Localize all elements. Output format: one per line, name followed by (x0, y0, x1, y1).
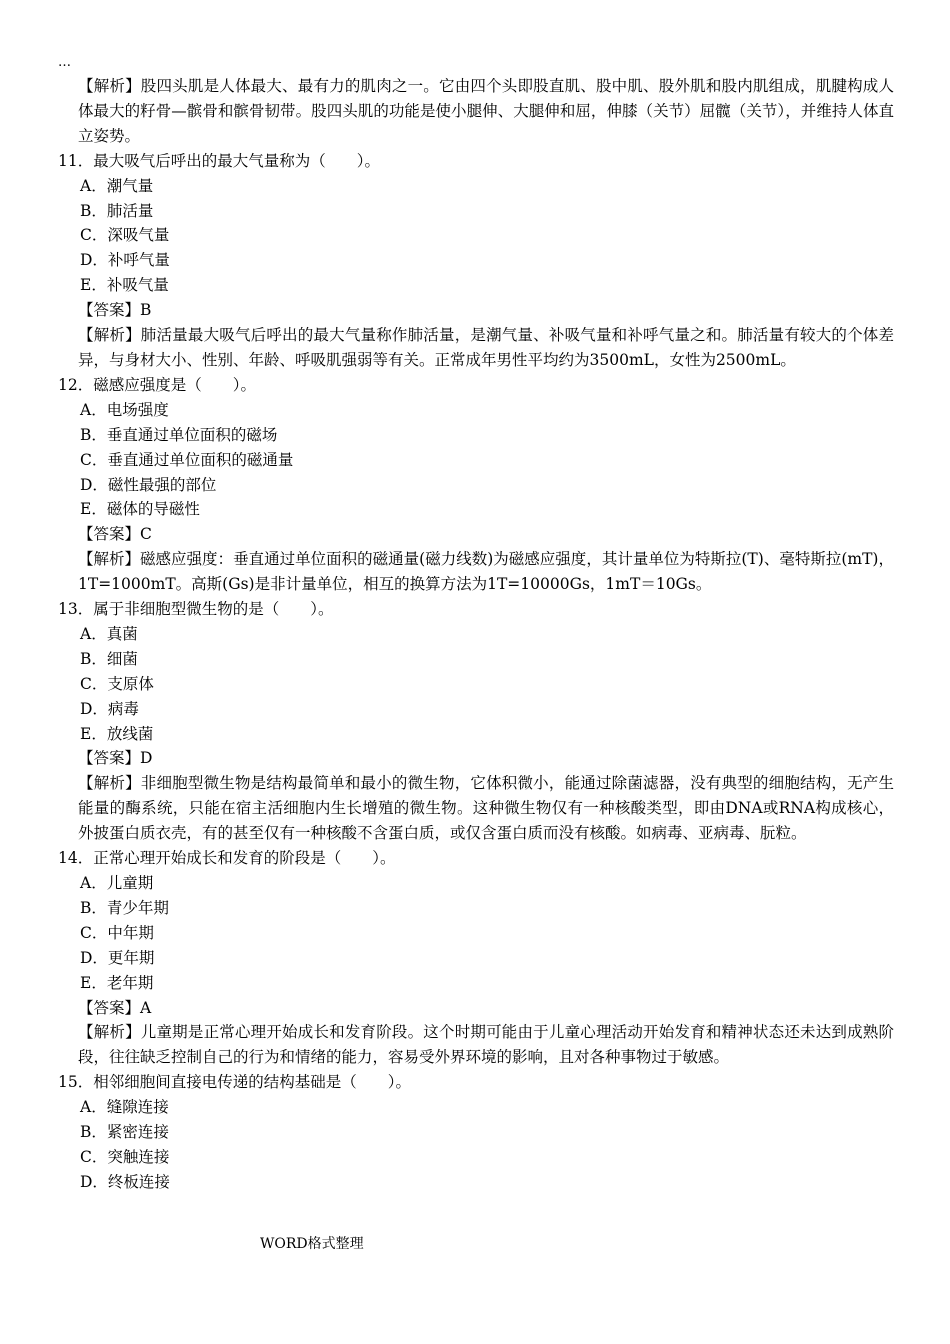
page-footer: WORD格式整理 (260, 1236, 364, 1252)
analysis: 【解析】儿童期是正常心理开始成长和发育阶段。这个时期可能由于儿童心理活动开始发育和精神状态还未达到成熟阶段，往往缺乏控制自己的行为和情绪的能力，容易受外界环境的影响，且对各种事物过于敏感。 (78, 1023, 894, 1067)
option: A．缝隙连接 (80, 1098, 169, 1117)
analysis: 【解析】非细胞型微生物是结构最简单和最小的微生物，它体积微小，能通过除菌滤器，没有典型的细胞结构，无产生能量的酶系统，只能在宿主活细胞内生长增殖的微生物。这种微生物仅有一种核酸类型，即由DNA或RNA构成核心，外披蛋白质衣壳，有的甚至仅有一种核酸不含蛋白质，或仅含蛋白质而没有核酸。如病毒、亚病毒、朊粒。 (78, 774, 894, 843)
option: E．补吸气量 (80, 276, 169, 295)
option: E．放线菌 (80, 724, 154, 743)
intro-analysis: 【解析】股四头肌是人体最大、最有力的肌肉之一。它由四个头即股直肌、股中肌、股外肌和股内肌组成，肌腱构成人体最大的籽骨—髌骨和髌骨韧带。股四头肌的功能是使小腿伸、大腿伸和屈，伸膝（关节）屈髋（关节），并维持人体直立姿势。 (78, 77, 894, 145)
question-stem: 15．相邻细胞间直接电传递的结构基础是（ ）。 (58, 1073, 411, 1092)
question-stem: 11．最大吸气后呼出的最大气量称为（ ）。 (58, 151, 380, 170)
option: D．终板连接 (80, 1172, 170, 1191)
question-block (58, 149, 894, 373)
option: A．电场强度 (80, 400, 169, 419)
option: A．潮气量 (80, 176, 154, 195)
option: D．磁性最强的部位 (80, 475, 217, 494)
option: C．垂直通过单位面积的磁通量 (80, 450, 294, 469)
option: B．肺活量 (80, 201, 154, 220)
analysis: 【解析】肺活量最大吸气后呼出的最大气量称作肺活量，是潮气量、补吸气量和补呼气量之和。肺活量有较大的个体差异，与身材大小、性别、年龄、呼吸肌强弱等有关。正常成年男性平均约为3500mL，女性为2500mL。 (78, 326, 894, 369)
analysis: 【解析】磁感应强度：垂直通过单位面积的磁通量(磁力线数)为磁感应强度，其计量单位为特斯拉(T)、毫特斯拉(mT)，1T=1000mT。高斯(Gs)是非计量单位，相互的换算方法为1T=10000Gs，1mT＝10Gs。 (78, 550, 894, 594)
question-stem: 13．属于非细胞型微生物的是（ ）。 (58, 600, 334, 619)
question-block (58, 373, 894, 597)
question-block (58, 846, 894, 1070)
option: C．突触连接 (80, 1147, 170, 1166)
option: B．细菌 (80, 649, 138, 668)
option: D．病毒 (80, 699, 139, 718)
option: C．支原体 (80, 674, 154, 693)
answer: 【答案】D (78, 749, 153, 768)
document-page (58, 52, 894, 1195)
question-stem: 14．正常心理开始成长和发育的阶段是（ ）。 (58, 849, 396, 868)
question-block (58, 597, 894, 846)
option: A．儿童期 (80, 874, 154, 892)
answer: 【答案】B (78, 301, 152, 320)
option: B．青少年期 (80, 898, 169, 917)
option: E．磁体的导磁性 (80, 500, 200, 519)
option: D．更年期 (80, 948, 155, 967)
option: B．垂直通过单位面积的磁场 (80, 425, 278, 444)
option: C．深吸气量 (80, 226, 170, 245)
answer: 【答案】C (78, 525, 152, 544)
answer: 【答案】A (78, 998, 152, 1017)
question-block (58, 1070, 894, 1195)
option: D．补呼气量 (80, 251, 170, 270)
option: C．中年期 (80, 923, 154, 942)
question-stem: 12．磁感应强度是（ ）。 (58, 375, 256, 394)
continuation-ellipsis: … (58, 55, 71, 70)
option: E．老年期 (80, 973, 154, 992)
option: A．真菌 (80, 624, 138, 643)
option: B．紧密连接 (80, 1123, 169, 1142)
